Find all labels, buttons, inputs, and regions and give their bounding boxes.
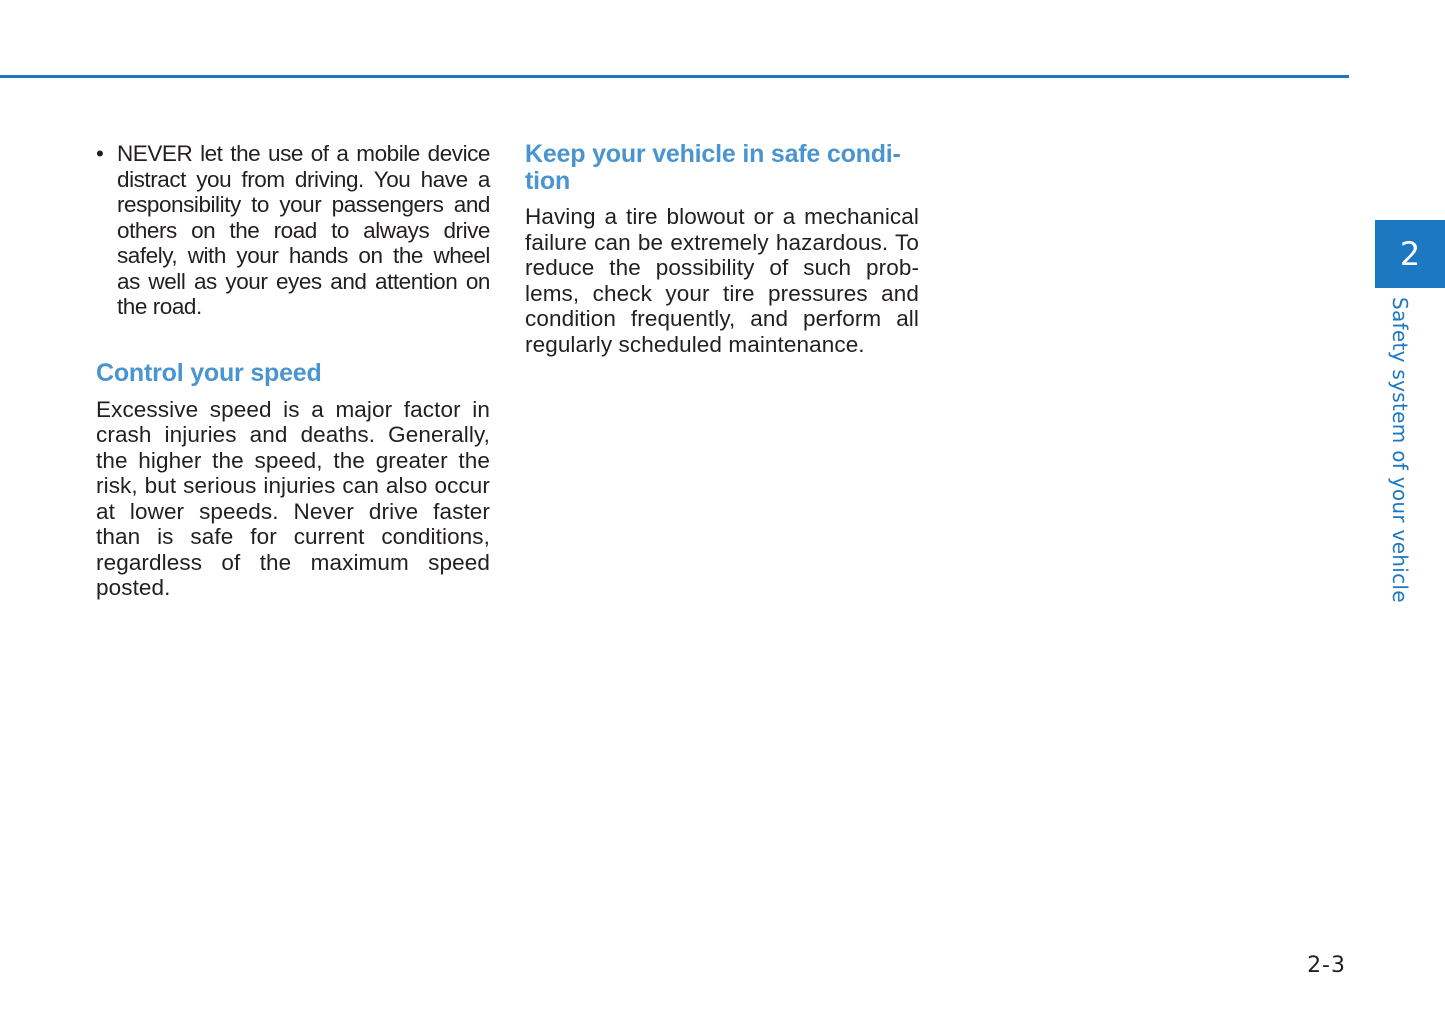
bullet-dot: • (96, 141, 104, 166)
bullet-item-mobile-device (96, 141, 490, 320)
heading-safe-condition: Keep your vehicle in safe condition (525, 140, 901, 195)
header-rule (0, 75, 1349, 78)
paragraph-control-speed: Excessive speed is a major factor in crash injuries and deaths. Generally, the higher the speed, the greater the risk, but serious injuries can also occur at lower speeds. Never drive faster than is safe for current conditions, regardless of the maximum speed posted. (96, 396, 490, 600)
left-column (96, 141, 490, 601)
heading-control-speed: Control your speed (96, 358, 322, 387)
chapter-title: Safety system of your vehicle (1388, 297, 1412, 603)
page-number: 2-3 (1307, 953, 1346, 978)
paragraph-safe-condition: Having a tire blowout or a mechanical failure can be extremely hazardous. To reduce the possibility of such problems, check your tire pressures and condition frequently, and perform all regularly scheduled maintenance. (525, 204, 919, 357)
bullet-text: NEVER let the use of a mobile device distract you from driving. You have a responsibility to your passengers and others on the road to always drive safely, with your hands on the wheel as well as your eyes and attention on the road. (117, 141, 490, 319)
chapter-tab: 2 (1375, 220, 1445, 288)
right-column (525, 141, 919, 357)
